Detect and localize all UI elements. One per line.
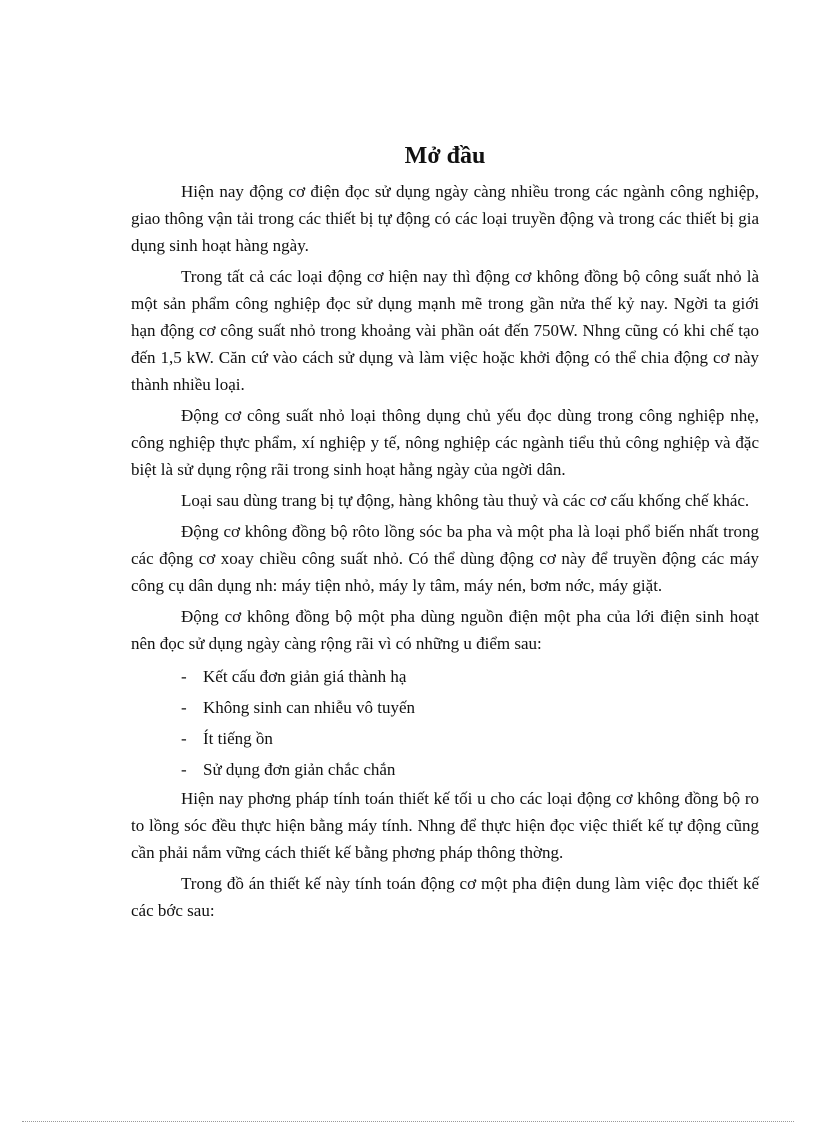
paragraph-6: Động cơ không đồng bộ một pha dùng nguồn điện một pha của lới điện sinh hoạt nên đọc sử dụng ngày càng rộng rãi vì có những u điểm sau: [131, 607, 759, 653]
bullet-dash: - [181, 729, 187, 748]
document-page [131, 140, 759, 928]
page-bottom-rule [22, 1121, 794, 1122]
paragraph-1: Hiện nay động cơ điện đọc sử dụng ngày càng nhiều trong các ngành công nghiệp, giao thông vận tải trong các thiết bị tự động có các loại truyền động và trong các thiết bị gia dụng sinh hoạt hàng ngày. [131, 182, 759, 255]
advantages-list [131, 661, 759, 785]
bullet-dash: - [181, 760, 187, 779]
list-item [131, 723, 759, 754]
list-item-text: Kết cấu đơn giản giá thành hạ [203, 667, 407, 686]
bullet-dash: - [181, 667, 187, 686]
list-item [131, 692, 759, 723]
list-item-text: Ít tiếng ồn [203, 729, 273, 748]
paragraph-4: Loại sau dùng trang bị tự động, hàng không tàu thuỷ và các cơ cấu khống chế khác. [181, 491, 750, 510]
list-item [131, 661, 759, 692]
paragraph-8: Trong đồ án thiết kế này tính toán động cơ một pha điện dung làm việc đọc thiết kế các bớc sau: [131, 874, 759, 920]
list-item [131, 754, 759, 785]
paragraph-2: Trong tất cả các loại động cơ hiện nay thì động cơ không đồng bộ công suất nhỏ là một sản phẩm công nghiệp đọc sử dụng mạnh mẽ trong gần nửa thế kỷ nay. Ngời ta giới hạn động cơ công suất nhỏ trong khoảng vài phần oát đến 750W. Nhng cũng có khi chế tạo đến 1,5 kW. Căn cứ vào cách sử dụng và làm việc hoặc khởi động có thể chia động cơ này thành nhiều loại. [131, 267, 759, 394]
paragraph-7: Hiện nay phơng pháp tính toán thiết kế tối u cho các loại động cơ không đồng bộ ro to lồng sóc đều thực hiện bằng máy tính. Nhng để thực hiện đọc việc thiết kế tự động cũng cần phải nắm vững cách thiết kế bằng phơng pháp thông thờng. [131, 789, 759, 862]
list-item-text: Không sinh can nhiễu vô tuyến [203, 698, 415, 717]
paragraph-3: Động cơ công suất nhỏ loại thông dụng chủ yếu đọc dùng trong công nghiệp nhẹ, công nghiệp thực phẩm, xí nghiệp y tế, nông nghiệp các ngành tiểu thủ công nghiệp và đặc biệt là sử dụng rộng rãi trong sinh hoạt hằng ngày của ngời dân. [131, 406, 759, 479]
bullet-dash: - [181, 698, 187, 717]
page-title: Mở đầu [404, 143, 486, 169]
list-item-text: Sử dụng đơn giản chắc chắn [203, 760, 396, 779]
paragraph-5: Động cơ không đồng bộ rôto lồng sóc ba pha và một pha là loại phổ biến nhất trong các động cơ xoay chiều công suất nhỏ. Có thể dùng động cơ này để truyền động các máy công cụ dân dụng nh: máy tiện nhỏ, máy ly tâm, máy nén, bơm nớc, máy giặt. [131, 522, 759, 595]
